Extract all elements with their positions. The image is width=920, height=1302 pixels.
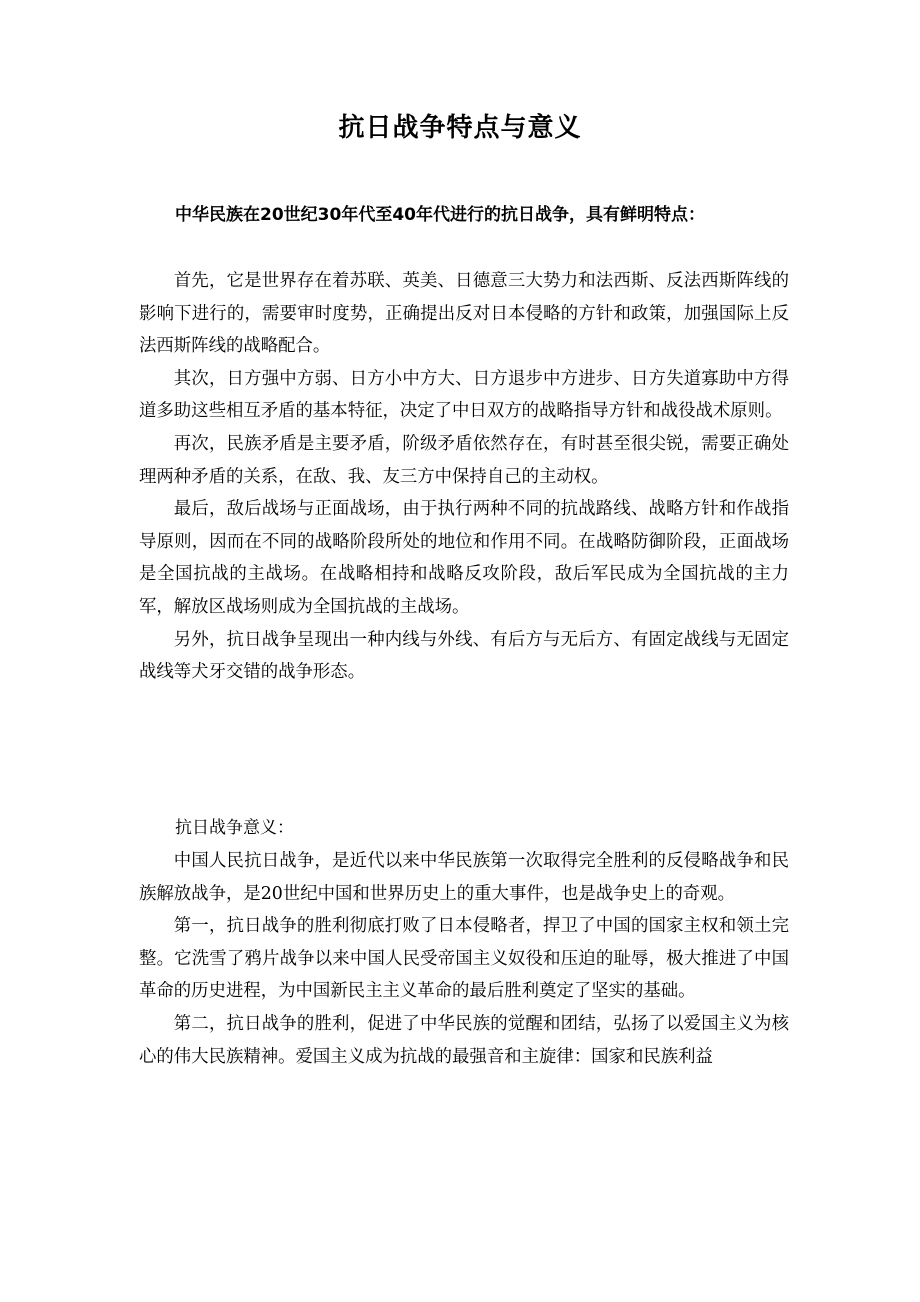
significance-paragraph-first: 第一，抗日战争的胜利彻底打败了日本侵略者，捍卫了中国的国家主权和领土完整。它洗雪了鸦片战争以来中国人民受帝国主义奴役和压迫的耻辱，极大推进了中国革命的历史进程，为中国新民主主义革命的最后胜利奠定了坚实的基础。: [139, 916, 789, 1002]
significance-section: [139, 845, 789, 1073]
significance-paragraph-intro: 中国人民抗日战争，是近代以来中华民族第一次取得完全胜利的反侵略战争和民族解放战争，是20世纪中国和世界历史上的重大事件，也是战争史上的奇观。: [139, 851, 789, 904]
feature-paragraph-additional: 另外，抗日战争呈现出一种内线与外线、有后方与无后方、有固定战线与无固定战线等犬牙交错的战争形态。: [139, 629, 789, 683]
feature-paragraph-third: 再次，民族矛盾是主要矛盾，阶级矛盾依然存在，有时甚至很尖锐，需要正确处理两种矛盾的关系，在敌、我、友三方中保持自己的主动权。: [139, 433, 789, 487]
feature-paragraph-second: 其次，日方强中方弱、日方小中方大、日方退步中方进步、日方失道寡助中方得道多助这些相互矛盾的基本特征，决定了中日双方的战略指导方针和战役战术原则。: [139, 368, 789, 422]
feature-paragraph-first: 首先，它是世界存在着苏联、英美、日德意三大势力和法西斯、反法西斯阵线的影响下进行的，需要审时度势，正确提出反对日本侵略的方针和政策，加强国际上反法西斯阵线的战略配合。: [139, 271, 789, 357]
intro-subtitle: 中华民族在20世纪30年代至40年代进行的抗日战争，具有鲜明特点：: [175, 205, 705, 225]
significance-heading: 抗日战争意义：: [175, 818, 294, 838]
features-section: [139, 265, 789, 689]
significance-paragraph-second: 第二，抗日战争的胜利，促进了中华民族的觉醒和团结，弘扬了以爱国主义为核心的伟大民族精神。爱国主义成为抗战的最强音和主旋律：国家和民族利益: [139, 1013, 789, 1067]
feature-paragraph-last: 最后，敌后战场与正面战场，由于执行两种不同的抗战路线、战略方针和作战指导原则，因而在不同的战略阶段所处的地位和作用不同。在战略防御阶段，正面战场是全国抗战的主战场。在战略相持和战略反攻阶段，敌后军民成为全国抗战的主力军，解放区战场则成为全国抗战的主战场。: [139, 499, 789, 617]
page-title: 抗日战争特点与意义: [338, 113, 582, 143]
